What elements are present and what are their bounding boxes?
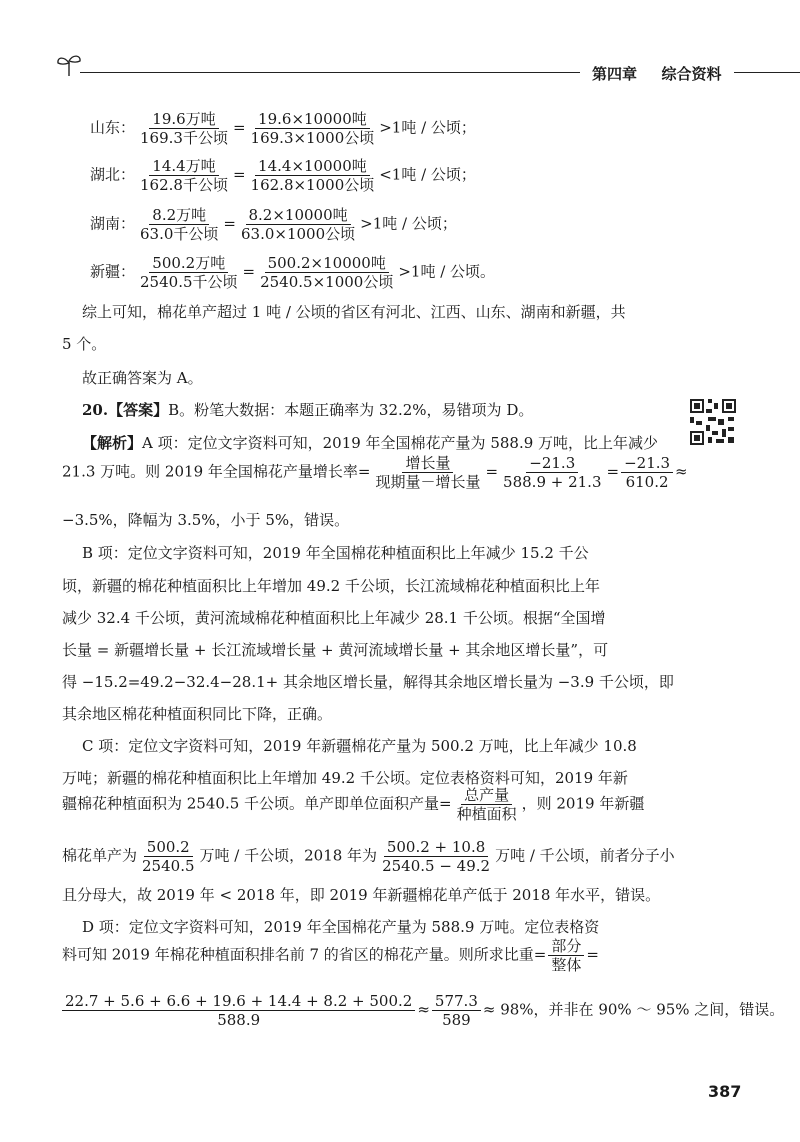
calc-xinjiang: 新疆： $\frac{\text{500.2万吨}}{\text{2540.5千公顷}}$ = $\frac{\text{500.2×10000吨}}{\text{2540.5×1000公顷}}$ >1吨 / 公顷。 [90, 254, 496, 291]
q20-c-line-1: C 项：定位文字资料可知，2019 年新疆棉花产量为 500.2 万吨，比上年减少 10.8 [82, 737, 637, 755]
q20-b-line-5: 得 −15.2=49.2−32.4−28.1+ 其余地区增长量，解得其余地区增长量为 −3.9 千公顷，即 [62, 673, 674, 691]
q20-b-line-1: B 项：定位文字资料可知，2019 年全国棉花种植面积比上年减少 15.2 千公 [82, 544, 589, 562]
q20-c-line-4: 棉花单产为 $\frac{500.2}{2540.5}$ 万吨 / 千公顷，2018 年为 $\frac{500.2 + 10.8}{2540.5 - 49.2}$ 万吨 / 千公顷，前者分子小 [62, 838, 675, 875]
chapter-title [592, 63, 722, 84]
answer-heading: 20.【答案】 [82, 401, 169, 419]
fraction: $\frac{\text{500.2×10000吨}}{\text{2540.5×1000公顷}}$ [260, 254, 394, 291]
fraction: $\frac{\text{14.4×10000吨}}{\text{162.8×1000公顷}}$ [250, 157, 375, 194]
calc-hubei: 湖北： $\frac{\text{14.4万吨}}{\text{162.8千公顷}}$ = $\frac{\text{14.4×10000吨}}{\text{162.8×1000公顷}}$ <1吨 / 公顷； [90, 157, 476, 194]
fraction: $\frac{577.3}{589}$ [432, 992, 481, 1029]
q20-d-line-3: $\frac{22.7 + 5.6 + 6.6 + 19.6 + 14.4 + 8.2 + 500.2}{588.9}$ ≈ $\frac{577.3}{589}$ ≈ 98%，并非在 90% ～ 95% 之间，错误。 [62, 992, 784, 1029]
summary-line-1: 综上可知，棉花单产超过 1 吨 / 公顷的省区有河北、江西、山东、湖南和新疆，共 [82, 303, 626, 321]
q20-c-line-5: 且分母大，故 2019 年 < 2018 年，即 2019 年新疆棉花单产低于 2018 年水平，错误。 [62, 886, 661, 904]
q20-answer: 20.【答案】B。粉笔大数据：本题正确率为 32.2%，易错项为 D。 [82, 401, 534, 419]
analysis-heading: 【解析】 [82, 434, 143, 452]
fraction: $\frac{\text{增长量}}{\text{现期量－增长量}}$ [375, 454, 481, 491]
page-number: 387 [708, 1082, 742, 1101]
fraction: $\frac{-21.3}{610.2}$ [621, 454, 673, 491]
fraction: $\frac{500.2 + 10.8}{2540.5 - 49.2}$ [382, 838, 491, 875]
q20-b-line-4: 长量 = 新疆增长量 + 长江流域增长量 + 黄河流域增长量 + 其余地区增长量”，可 [62, 641, 609, 659]
qr-code-icon [688, 397, 738, 447]
fraction: $\frac{\text{8.2万吨}}{\text{63.0千公顷}}$ [140, 206, 219, 243]
section-label: 综合资料 [661, 65, 722, 83]
q20-analysis-a-line-1: 【解析】A 项：定位文字资料可知，2019 年全国棉花产量为 588.9 万吨，比上年减少 [82, 434, 659, 452]
answer-line: 故正确答案为 A。 [82, 369, 203, 387]
fraction: $\frac{22.7 + 5.6 + 6.6 + 19.6 + 14.4 + 8.2 + 500.2}{588.9}$ [62, 992, 415, 1029]
fraction: $\frac{\text{部分}}{\text{整体}}$ [548, 937, 584, 974]
q20-analysis-a-line-2: 21.3 万吨。则 2019 年全国棉花产量增长率= $\frac{\text{增长量}}{\text{现期量－增长量}}$ = $\frac{-21.3}{588.9 + 21.3}$ = $\frac{-21.3}{610.2}$ ≈ [62, 454, 688, 491]
q20-d-line-2: 料可知 2019 年棉花种植面积排名前 7 的省区的棉花产量。则所求比重= $\frac{\text{部分}}{\text{整体}}$ = [62, 937, 599, 974]
header-rule-left [80, 72, 580, 73]
sprout-icon [54, 52, 84, 78]
q20-d-line-1: D 项：定位文字资料可知，2019 年全国棉花产量为 588.9 万吨。定位表格资 [82, 918, 600, 936]
fraction: $\frac{\text{8.2×10000吨}}{\text{63.0×1000公顷}}$ [241, 206, 356, 243]
fraction: $\frac{\text{19.6万吨}}{\text{169.3千公顷}}$ [140, 110, 228, 147]
q20-c-line-2: 万吨；新疆的棉花种植面积比上年增加 49.2 千公顷。定位表格资料可知，2019 年新 [62, 769, 628, 787]
q20-b-line-2: 顷，新疆的棉花种植面积比上年增加 49.2 千公顷，长江流域棉花种植面积比上年 [62, 577, 600, 595]
fraction: $\frac{500.2}{2540.5}$ [142, 838, 195, 875]
q20-analysis-a-line-3: −3.5%，降幅为 3.5%，小于 5%，错误。 [62, 511, 350, 529]
header-rule-right [734, 72, 800, 73]
calc-shandong: 山东： $\frac{\text{19.6万吨}}{\text{169.3千公顷}}$ = $\frac{\text{19.6×10000吨}}{\text{169.3×1000公顷}}$ >1吨 / 公顷； [90, 110, 476, 147]
calc-hunan: 湖南： $\frac{\text{8.2万吨}}{\text{63.0千公顷}}$ = $\frac{\text{8.2×10000吨}}{\text{63.0×1000公顷}}$ >1吨 / 公顷； [90, 206, 457, 243]
fraction: $\frac{-21.3}{588.9 + 21.3}$ [503, 454, 602, 491]
summary-line-2: 5 个。 [62, 335, 107, 353]
q20-c-line-3: 疆棉花种植面积为 2540.5 千公顷。单产即单位面积产量= $\frac{\text{总产量}}{\text{种植面积}}$ ，则 2019 年新疆 [62, 786, 645, 823]
q20-b-line-3: 减少 32.4 千公顷，黄河流域棉花种植面积比上年减少 28.1 千公顷。根据“全国增 [62, 609, 606, 627]
chapter-label: 第四章 [592, 65, 638, 83]
fraction: $\frac{\text{总产量}}{\text{种植面积}}$ [456, 786, 517, 823]
fraction: $\frac{\text{19.6×10000吨}}{\text{169.3×1000公顷}}$ [250, 110, 375, 147]
fraction: $\frac{\text{500.2万吨}}{\text{2540.5千公顷}}$ [140, 254, 238, 291]
fraction: $\frac{\text{14.4万吨}}{\text{162.8千公顷}}$ [140, 157, 228, 194]
q20-b-line-6: 其余地区棉花种植面积同比下降，正确。 [62, 705, 333, 723]
